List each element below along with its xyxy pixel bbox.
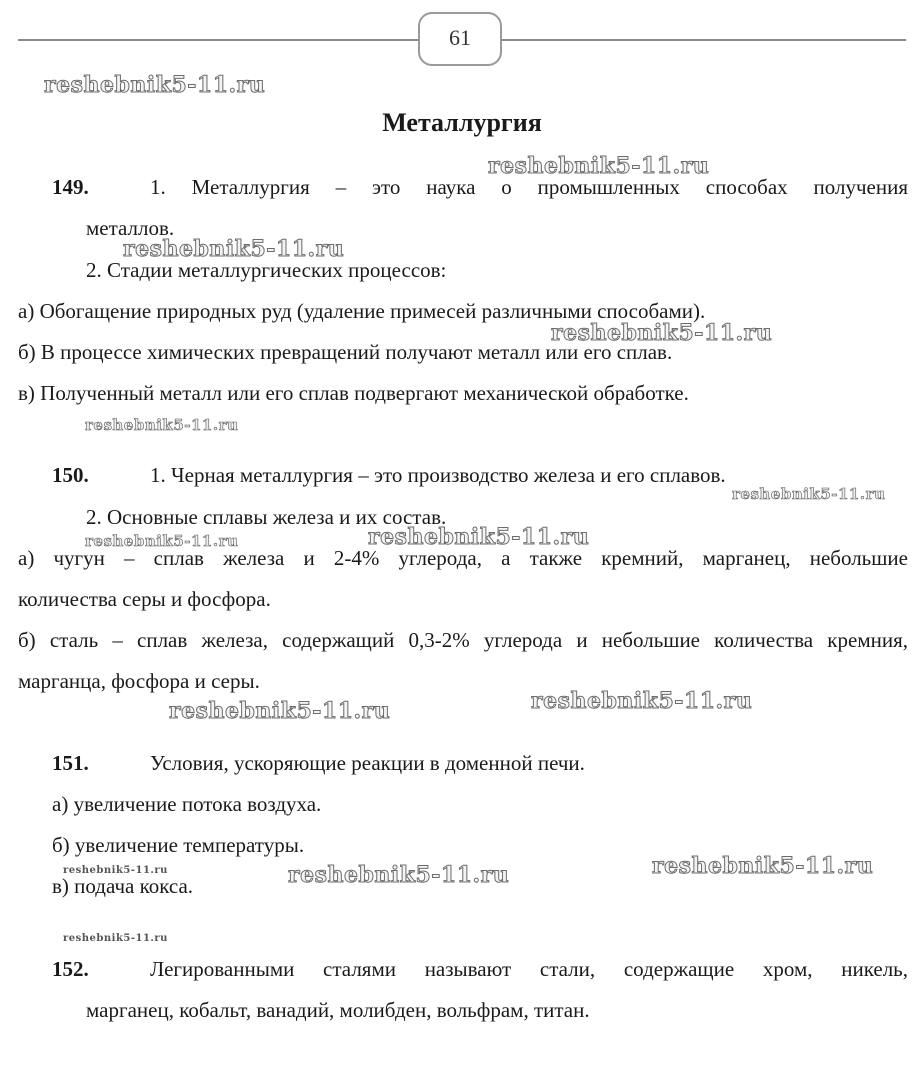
problem-line: 1. Черная металлургия – это производство железа и его сплавов. [150,463,726,487]
problem-line: Легированными сталями называют стали, содержащие хром, никель, [150,957,908,981]
problem-line: металлов. [86,216,175,240]
problem-line: а) увеличение потока воздуха. [52,792,322,816]
header-rule-left [18,39,420,41]
watermark: reshebnik5-11.ru [169,698,391,724]
page-number: 61 [418,12,502,66]
problem-number: 151. [52,751,89,775]
watermark: reshebnik5-11.ru [44,72,266,98]
watermark: reshebnik5-11.ru [85,532,239,550]
watermark: reshebnik5-11.ru [85,416,239,434]
problem-line: б) сталь – сплав железа, содержащий 0,3-2% углерода и небольшие количества кремния, [18,628,908,652]
page-title: Металлургия [382,108,542,137]
watermark: reshebnik5-11.ru [123,236,345,262]
problem-line: 2. Основные сплавы железа и их состав. [86,505,447,529]
header-rule-right [500,39,906,41]
watermark: reshebnik5-11.ru [551,320,773,346]
watermark: reshebnik5-11.ru [732,485,886,503]
problem-number: 149. [52,175,89,199]
watermark: reshebnik5-11.ru [368,524,590,550]
problem-number: 152. [52,957,89,981]
problem-line: 2. Стадии металлургических процессов: [86,258,447,282]
watermark: reshebnik5-11.ru [652,853,874,879]
watermark: reshebnik5-11.ru [488,153,710,179]
problem-line: Условия, ускоряющие реакции в доменной печи. [150,751,585,775]
problem-line: а) чугун – сплав железа и 2-4% углерода, а также кремний, марганец, небольшие [18,546,908,570]
watermark: reshebnik5-11.ru [63,865,168,876]
problem-line: б) В процессе химических превращений получают металл или его сплав. [18,340,673,364]
problem-line: количества серы и фосфора. [18,587,271,611]
problem-line: в) Полученный металл или его сплав подвергают механической обработке. [18,381,689,405]
watermark: reshebnik5-11.ru [63,933,168,944]
problem-line: б) увеличение температуры. [52,833,305,857]
problem-line: марганец, кобальт, ванадий, молибден, вольфрам, титан. [86,998,590,1022]
watermark: reshebnik5-11.ru [531,688,753,714]
watermark: reshebnik5-11.ru [288,862,510,888]
problem-line: марганца, фосфора и серы. [18,669,260,693]
problem-number: 150. [52,463,89,487]
problem-line: а) Обогащение природных руд (удаление примесей различными способами). [18,299,706,323]
problem-line: 1. Металлургия – это наука о промышленных способах получения [150,175,908,199]
problem-line: в) подача кокса. [52,874,194,898]
